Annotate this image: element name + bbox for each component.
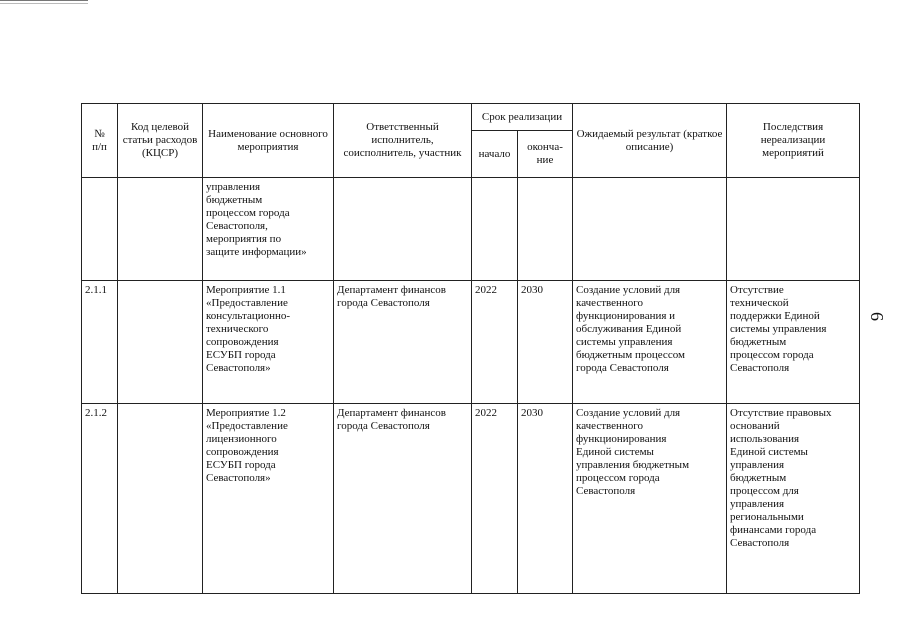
cell-consequences: Отсутствие правовых оснований использования Единой системы управления бюджетным процессом для управления региональными финансами города Севастополя <box>727 404 860 594</box>
cell-responsible: Департамент финансов города Севастополя <box>334 404 472 594</box>
cell-expense-code <box>118 404 203 594</box>
header-responsible: Ответственный исполнитель, соисполнитель, участник <box>334 104 472 178</box>
cell-number <box>82 178 118 281</box>
header-consequences: Последствия нереализации мероприятий <box>727 104 860 178</box>
table-row <box>82 404 860 594</box>
cell-end <box>518 178 573 281</box>
header-activity-name: Наименование основного мероприятия <box>203 104 334 178</box>
cell-expense-code <box>118 281 203 404</box>
cell-end: 2030 <box>518 281 573 404</box>
table-row <box>82 178 860 281</box>
cell-number: 2.1.2 <box>82 404 118 594</box>
cell-expense-code <box>118 178 203 281</box>
scan-edge-mark <box>0 0 88 4</box>
header-expense-code: Код целевой статьи расходов (КЦСР) <box>118 104 203 178</box>
header-number: № п/п <box>82 104 118 178</box>
header-expected-result: Ожидаемый результат (краткое описание) <box>573 104 727 178</box>
cell-activity-name: Мероприятие 1.1 «Предоставление консультационно- технического сопровождения ЕСУБП города Севастополя» <box>203 281 334 404</box>
cell-expected-result <box>573 178 727 281</box>
header-period: Срок реализации <box>472 104 573 131</box>
cell-consequences <box>727 178 860 281</box>
cell-responsible <box>334 178 472 281</box>
cell-expected-result: Создание условий для качественного функционирования и обслуживания Единой системы управления бюджетным процессом города Севастополя <box>573 281 727 404</box>
cell-start <box>472 178 518 281</box>
cell-activity-name: управления бюджетным процессом города Севастополя, мероприятия по защите информации» <box>203 178 334 281</box>
cell-consequences: Отсутствие технической поддержки Единой системы управления бюджетным процессом города Севастополя <box>727 281 860 404</box>
header-end: оконча- ние <box>518 131 573 178</box>
header-start: начало <box>472 131 518 178</box>
page-number: 6 <box>867 312 887 321</box>
cell-start: 2022 <box>472 281 518 404</box>
cell-start: 2022 <box>472 404 518 594</box>
cell-end: 2030 <box>518 404 573 594</box>
cell-activity-name: Мероприятие 1.2 «Предоставление лицензионного сопровождения ЕСУБП города Севастополя» <box>203 404 334 594</box>
activities-table <box>81 103 860 594</box>
cell-expected-result: Создание условий для качественного функционирования Единой системы управления бюджетным процессом города Севастополя <box>573 404 727 594</box>
cell-number: 2.1.1 <box>82 281 118 404</box>
table-row <box>82 281 860 404</box>
cell-responsible: Департамент финансов города Севастополя <box>334 281 472 404</box>
